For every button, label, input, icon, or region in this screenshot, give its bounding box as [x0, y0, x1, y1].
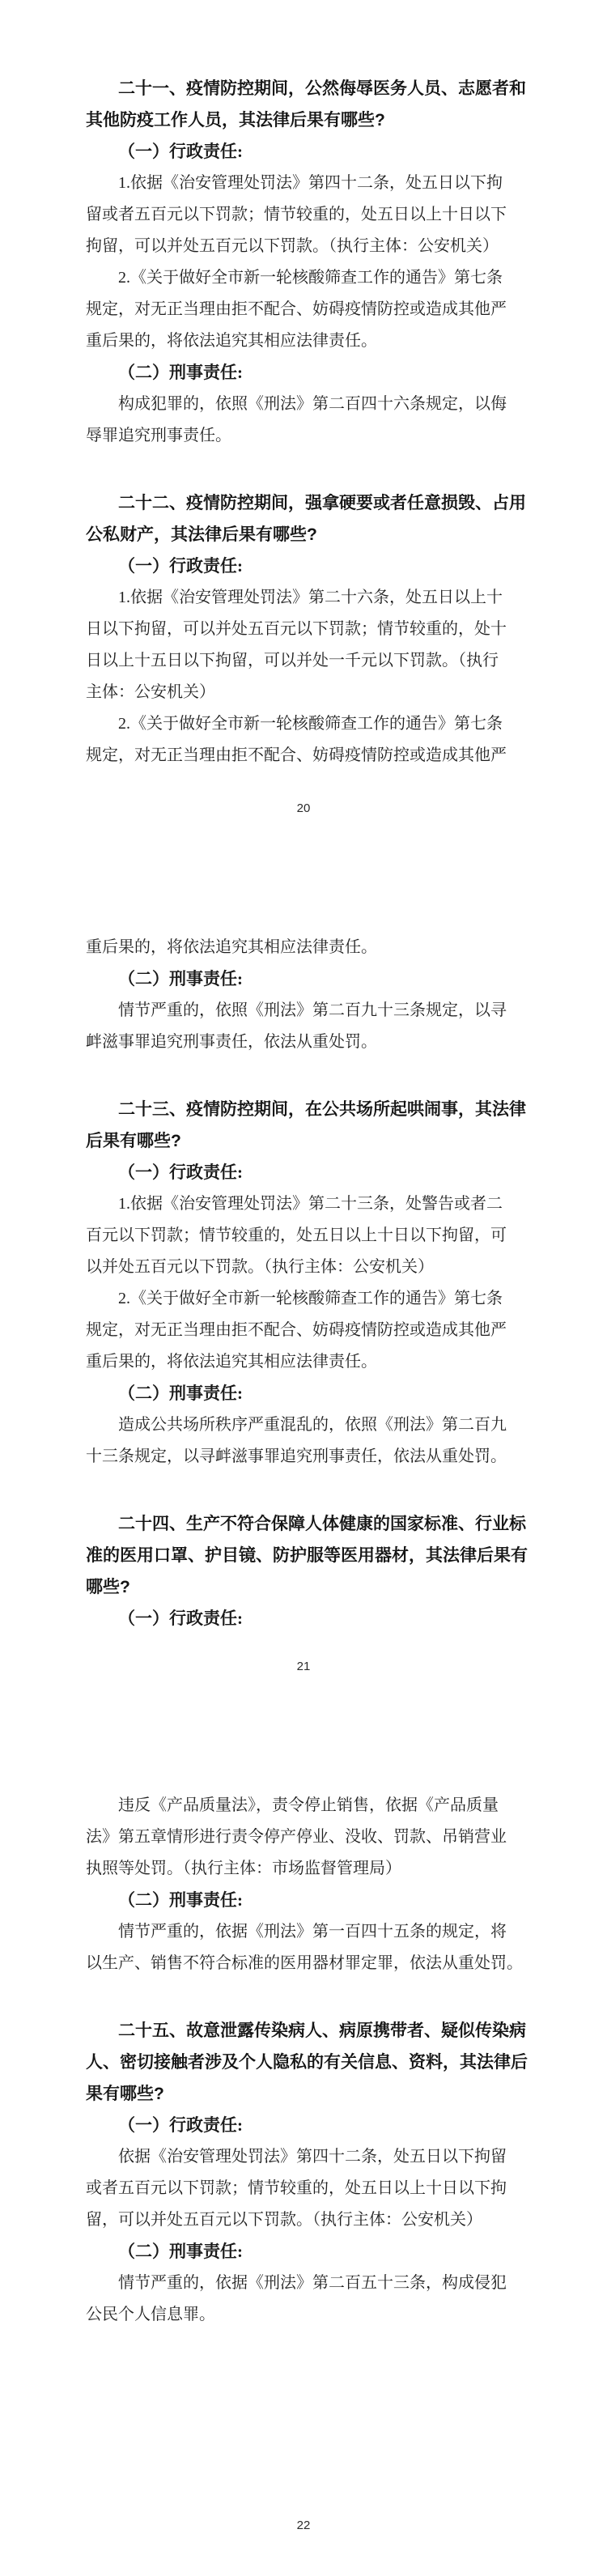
subheading: [86, 1885, 523, 1916]
text-line: 重后果的，将依法追究其相应法律责任。: [86, 1352, 377, 1371]
page-number: 21: [296, 1660, 311, 1674]
text-line: 二十五、故意泄露传染病人、病原携带者、疑似传染病: [118, 2021, 526, 2041]
paragraph: [86, 1916, 523, 1979]
text-line: （一）行政责任:: [118, 142, 243, 161]
text-line: 2.《关于做好全市新一轮核酸筛查工作的通告》第七条: [118, 1289, 503, 1307]
text-line: （二）刑事责任:: [118, 1383, 243, 1403]
document-page: [0, 0, 607, 859]
section-heading: [86, 487, 526, 550]
section-heading: [86, 73, 526, 136]
text-line: 造成公共场所秩序严重混乱的，依照《刑法》第二百九: [118, 1415, 507, 1434]
paragraph: [86, 932, 523, 963]
text-line: （一）行政责任:: [118, 556, 243, 576]
subheading: [86, 550, 523, 582]
text-line: 二十四、生产不符合保障人体健康的国家标准、行业标: [118, 1514, 526, 1533]
text-line: 2.《关于做好全市新一轮核酸筛查工作的通告》第七条: [118, 269, 503, 287]
paragraph: [86, 262, 523, 357]
text-line: 百元以下罚款；情节较重的，处五日以上十日以下拘留，可: [86, 1226, 507, 1244]
text-line: 1.依据《治安管理处罚法》第二十三条，处警告或者二: [118, 1194, 503, 1213]
section-heading: [86, 2015, 528, 2110]
text-line: 或者五百元以下罚款；情节较重的，处五日以上十日以下拘: [86, 2179, 507, 2198]
text-line: 以并处五百元以下罚款。（执行主体：公安机关）: [86, 1257, 434, 1276]
text-line: 1.依据《治安管理处罚法》第二十六条，处五日以上十: [118, 589, 503, 606]
paragraph: [86, 2141, 523, 2236]
section-heading: [86, 1508, 528, 1603]
text-line: （一）行政责任:: [118, 1162, 243, 1182]
paragraph: [86, 1283, 523, 1378]
text-line: 公私财产，其法律后果有哪些?: [86, 525, 317, 544]
text-line: 二十一、疫情防控期间，公然侮辱医务人员、志愿者和: [118, 79, 526, 98]
paragraph: [86, 582, 523, 708]
section-heading: [86, 1094, 526, 1157]
text-line: 日以上十五日以下拘留，可以并处一千元以下罚款。（执行: [86, 652, 499, 670]
text-line: 以生产、销售不符合标准的医用器材罪定罪，依法从重处罚。: [86, 1954, 523, 1973]
text-line: 违反《产品质量法》，责令停止销售，依据《产品质量: [118, 1796, 499, 1815]
text-line: 规定，对无正当理由拒不配合、妨碍疫情防控或造成其他严: [86, 746, 507, 764]
text-line: 重后果的，将依法追究其相应法律责任。: [86, 937, 377, 956]
text-line: 十三条规定，以寻衅滋事罪追究刑事责任，依法从重处罚。: [86, 1447, 507, 1465]
text-line: 情节严重的，依照《刑法》第二百九十三条规定，以寻: [118, 1001, 507, 1019]
text-line: 后果有哪些?: [86, 1131, 181, 1150]
text-line: 二十二、疫情防控期间，强拿硬要或者任意损毁、占用: [118, 494, 526, 512]
subheading: [86, 1378, 523, 1409]
subheading: [86, 357, 523, 389]
paragraph: [86, 2268, 523, 2331]
paragraph: [86, 389, 523, 452]
text-line: 情节严重的，依据《刑法》第一百四十五条的规定，将: [118, 1923, 507, 1941]
text-line: （一）行政责任:: [118, 1608, 243, 1628]
subheading: [86, 963, 523, 995]
text-line: 情节严重的，依据《刑法》第二百五十三条，构成侵犯: [118, 2274, 507, 2293]
subheading: [86, 136, 523, 168]
text-line: 2.《关于做好全市新一轮核酸筛查工作的通告》第七条: [118, 715, 503, 733]
text-line: 辱罪追究刑事责任。: [86, 427, 231, 444]
page-number: 22: [296, 2518, 311, 2532]
text-line: 构成犯罪的，依照《刑法》第二百四十六条规定，以侮: [118, 395, 507, 413]
text-line: 规定，对无正当理由拒不配合、妨碍疫情防控或造成其他严: [86, 1320, 507, 1339]
paragraph: [86, 708, 523, 772]
text-line: （二）刑事责任:: [118, 2242, 243, 2262]
text-line: 拘留，可以并处五百元以下罚款。（执行主体：公安机关）: [86, 237, 499, 255]
text-line: （二）刑事责任:: [118, 1890, 243, 1911]
text-line: 哪些?: [86, 1577, 130, 1596]
text-line: 二十三、疫情防控期间，在公共场所起哄闹事，其法律: [118, 1099, 526, 1119]
text-line: （一）行政责任:: [118, 2115, 243, 2136]
subheading: [86, 2236, 523, 2268]
text-line: 公民个人信息罪。: [86, 2306, 215, 2324]
paragraph: [86, 168, 523, 262]
text-line: 其他防疫工作人员，其法律后果有哪些?: [86, 111, 385, 130]
paragraph: [86, 1409, 523, 1473]
text-line: 重后果的，将依法追究其相应法律责任。: [86, 332, 377, 350]
text-line: 依据《治安管理处罚法》第四十二条，处五日以下拘留: [118, 2148, 507, 2166]
text-line: 日以下拘留，可以并处五百元以下罚款；情节较重的，处十: [86, 620, 507, 638]
text-line: （二）刑事责任:: [118, 968, 243, 988]
subheading: [86, 1603, 523, 1634]
text-line: 准的医用口罩、护目镜、防护服等医用器材，其法律后果有: [86, 1545, 528, 1565]
text-line: 人、密切接触者涉及个人隐私的有关信息、资料，其法律后: [86, 2053, 528, 2072]
text-line: 1.依据《治安管理处罚法》第四十二条，处五日以下拘: [118, 174, 503, 192]
document-page: [0, 859, 607, 1718]
paragraph: [86, 1790, 523, 1885]
paragraph: [86, 1188, 523, 1283]
text-line: 规定，对无正当理由拒不配合、妨碍疫情防控或造成其他严: [86, 300, 507, 318]
text-line: 留或者五百元以下罚款；情节较重的，处五日以上十日以下: [86, 206, 507, 223]
text-line: 主体：公安机关）: [86, 683, 215, 701]
text-line: 法》第五章情形进行责令停产停业、没收、罚款、吊销营业: [86, 1828, 507, 1847]
text-line: 执照等处罚。（执行主体：市场监督管理局）: [86, 1860, 401, 1878]
subheading: [86, 2110, 523, 2141]
text-line: （二）刑事责任:: [118, 363, 243, 382]
text-line: 衅滋事罪追究刑事责任，依法从重处罚。: [86, 1032, 377, 1051]
subheading: [86, 1157, 523, 1188]
text-line: 果有哪些?: [86, 2085, 164, 2104]
document-page: [0, 1717, 607, 2576]
text-line: 留，可以并处五百元以下罚款。（执行主体：公安机关）: [86, 2211, 482, 2230]
paragraph: [86, 995, 523, 1058]
page-number: 20: [296, 801, 311, 815]
